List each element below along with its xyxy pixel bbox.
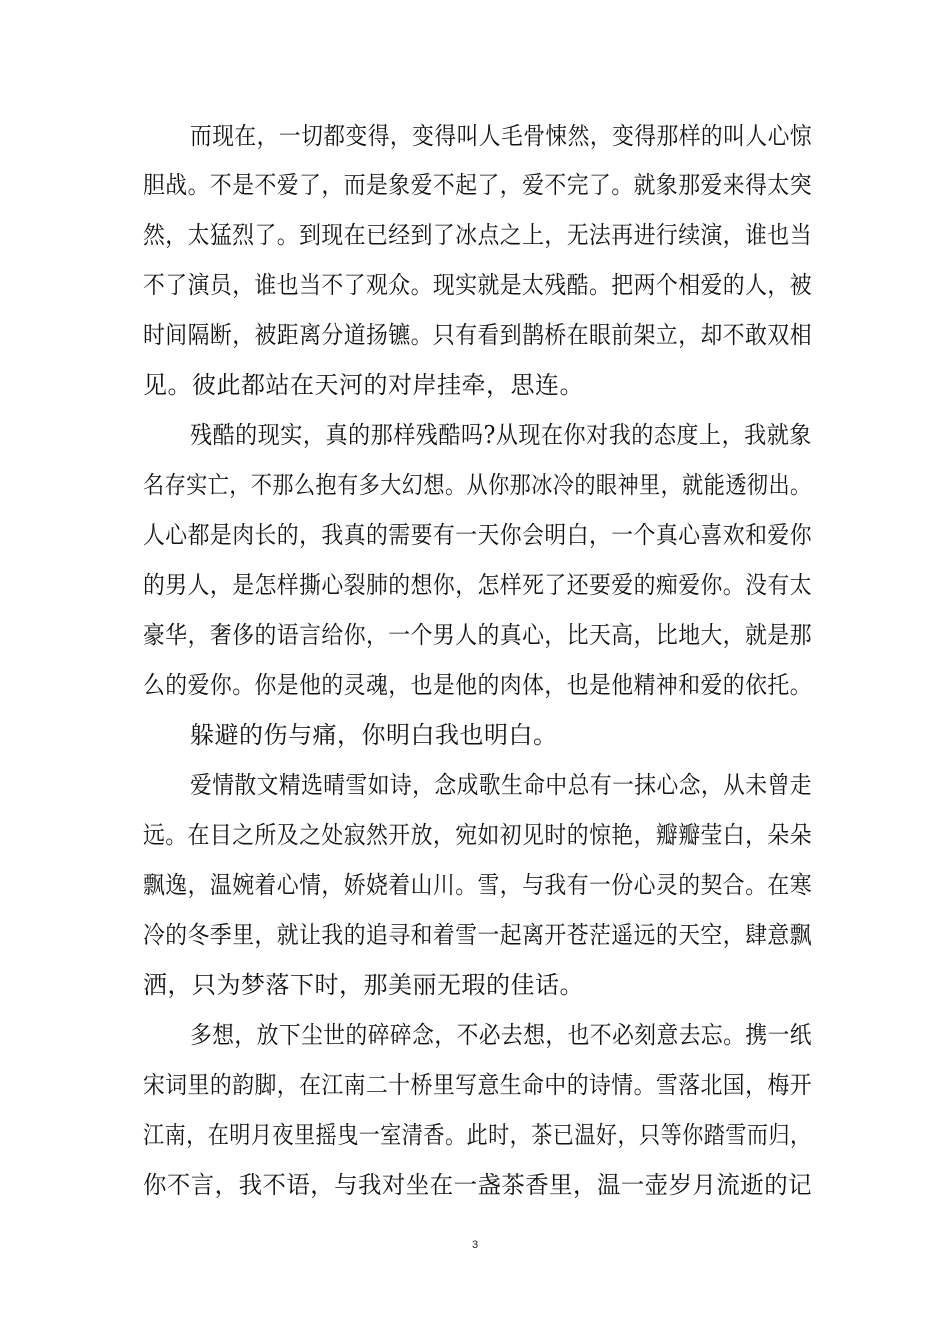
paragraph-5-line-3: 江南，在明月夜里摇曳一室清香。此时，茶已温好，只等你踏雪而归， (143, 1121, 812, 1149)
paragraph-2-line-4: 的男人，是怎样撕心裂肺的想你，怎样死了还要爱的痴爱你。没有太 (143, 571, 812, 599)
paragraph-4-line-2: 远。在目之所及之处寂然开放，宛如初见时的惊艳，瓣瓣莹白，朵朵 (143, 821, 812, 849)
paragraph-1-line-1: 而现在，一切都变得，变得叫人毛骨悚然，变得那样的叫人心惊 (190, 122, 812, 150)
paragraph-5-line-1: 多想，放下尘世的碎碎念，不必去想，也不必刻意去忘。携一纸 (190, 1021, 812, 1049)
paragraph-4-line-4: 冷的冬季里，就让我的追寻和着雪一起离开苍茫遥远的天空，肆意飘 (143, 921, 812, 949)
paragraph-1-line-4: 不了演员，谁也当不了观众。现实就是太残酷。把两个相爱的人，被 (143, 271, 812, 299)
paragraph-1-line-6: 见。彼此都站在天河的对岸挂牵，思连。 (143, 371, 584, 399)
paragraph-2-line-3: 人心都是肉长的，我真的需要有一天你会明白，一个真心喜欢和爱你 (143, 521, 812, 549)
paragraph-3-line-1: 躲避的伤与痛，你明白我也明白。 (190, 721, 558, 749)
page-number: 3 (471, 1239, 479, 1251)
paragraph-2-line-5: 豪华，奢侈的语言给你，一个男人的真心，比天高，比地大，就是那 (143, 621, 812, 649)
paragraph-4-line-3: 飘逸，温婉着心情，娇娆着山川。雪，与我有一份心灵的契合。在寒 (143, 871, 812, 899)
paragraph-1-line-5: 时间隔断，被距离分道扬镳。只有看到鹊桥在眼前架立，却不敢双相 (143, 321, 812, 349)
paragraph-4-line-5: 洒，只为梦落下时，那美丽无瑕的佳话。 (143, 971, 584, 999)
paragraph-4-line-1: 爱情散文精选晴雪如诗，念成歌生命中总有一抹心念，从未曾走 (190, 771, 812, 799)
paragraph-2-line-6: 么的爱你。你是他的灵魂，也是他的肉体，也是他精神和爱的依托。 (143, 671, 812, 699)
paragraph-1-line-2: 胆战。不是不爱了，而是象爱不起了，爱不完了。就象那爱来得太突 (143, 171, 812, 199)
paragraph-5-line-2: 宋词里的韵脚，在江南二十桥里写意生命中的诗情。雪落北国，梅开 (143, 1071, 812, 1099)
paragraph-1-line-3: 然，太猛烈了。到现在已经到了冰点之上，无法再进行续演，谁也当 (143, 221, 812, 249)
paragraph-2-line-1: 残酷的现实，真的那样残酷吗?从现在你对我的态度上，我就象 (190, 421, 812, 449)
paragraph-2-line-2: 名存实亡，不那么抱有多大幻想。从你那冰冷的眼神里，就能透彻出。 (143, 471, 812, 499)
paragraph-5-line-4: 你不言，我不语，与我对坐在一盏茶香里，温一壶岁月流逝的记 (143, 1171, 812, 1199)
